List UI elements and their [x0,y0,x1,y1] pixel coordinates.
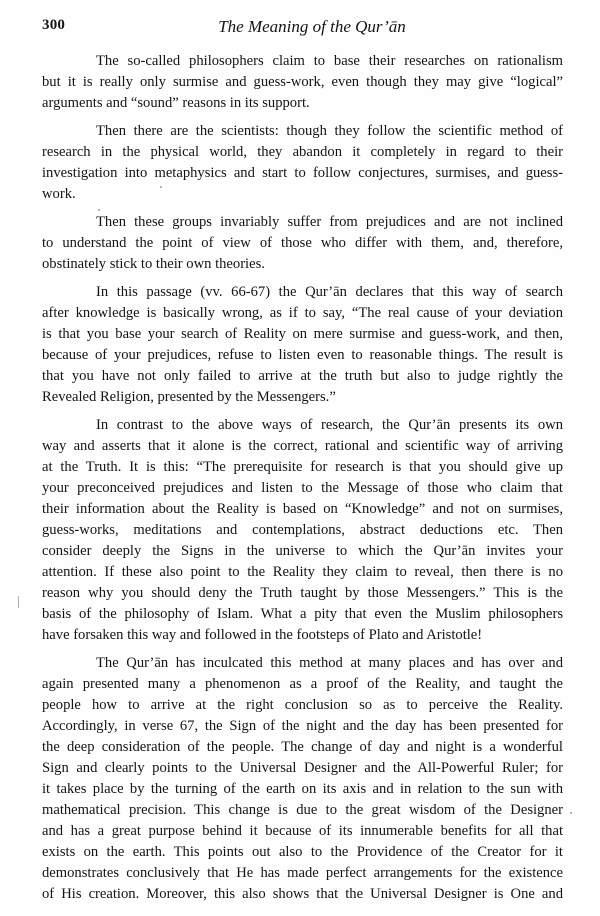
scan-speck [570,812,572,814]
text-line: is that you base your search of Reality on mere surmise and guess-work, and then, [42,326,563,342]
text-line: investigation into metaphysics and start to follow conjectures, surmises, and guess- [42,165,563,181]
text-line: reason why you should deny the Truth taught by those Messengers.” This is the [42,585,563,601]
paragraph-1 [42,51,563,114]
text-line: Then these groups invariably suffer from prejudices and are not inclined [96,214,563,230]
text-line: because of your prejudices, refuse to listen even to reasonable things. The result is [42,347,563,363]
text-line: Revealed Religion, presented by the Messengers.” [42,389,336,405]
paragraph-4 [42,282,563,408]
text-line: guess-works, meditations and contemplations, abstract deductions etc. Then [42,522,563,538]
text-line: exists on the earth. This points out also to the Providence of the Creator for it [42,844,563,860]
body-text [42,51,563,912]
text-line: again presented many a phenomenon as a proof of the Reality, and taught the [42,676,563,692]
scan-speck [98,209,100,211]
text-line: work. [42,186,76,202]
text-line: obstinately stick to their own theories. [42,256,265,272]
text-line: and has a great purpose behind it because of its innumerable benefits for all that [42,823,563,839]
text-line: arguments and “sound” reasons in its support. [42,95,310,111]
text-line: demonstrates conclusively that He has made perfect arrangements for the existence [42,865,563,881]
paragraph-2 [42,121,563,205]
text-line: In contrast to the above ways of research, the Qur’ān presents its own [96,417,563,433]
text-line: The Qur’ān has inculcated this method at many places and has over and [96,655,563,671]
page-header [42,17,562,41]
text-line: Then there are the scientists: though they follow the scientific method of [96,123,563,139]
paragraph-3 [42,212,563,275]
scan-mark [18,596,19,608]
scan-speck [160,186,162,188]
page-number: 300 [42,17,66,33]
text-line: research in the physical world, they abandon it completely in regard to their [42,144,563,160]
text-line: have forsaken this way and followed in the footsteps of Plato and Aristotle! [42,627,483,643]
text-line: but it is really only surmise and guess-work, even though they may give “logical” [42,74,563,90]
text-line: at the Truth. It is this: “The prerequisite for research is that you should give up [42,459,563,475]
text-line: it takes place by the turning of the earth on its axis and in relation to the sun with [42,781,563,797]
text-line: people how to arrive at the right conclusion so as to perceive the Reality. [42,697,563,713]
text-line: Sign and clearly points to the Universal Designer and the All-Powerful Ruler; for [42,760,563,776]
text-line: attention. If these also point to the Reality they claim to reveal, then there is no [42,564,563,580]
paragraph-6 [42,653,563,905]
text-line: after knowledge is basically wrong, as if to say, “The real cause of your deviation [42,305,563,321]
text-line: Accordingly, in verse 67, the Sign of the night and the day has been presented for [42,718,563,734]
text-line: of His creation. Moreover, this also shows that the Universal Designer is One and [42,886,563,902]
text-line: In this passage (vv. 66-67) the Qur’ān declares that this way of search [96,284,563,300]
text-line: basis of the philosophy of Islam. What a pity that even the Muslim philosophers [42,606,563,622]
text-line: consider deeply the Signs in the universe to which the Qur’ān invites your [42,543,563,559]
text-line: their information about the Reality is based on “Knowledge” and not on surmises, [42,501,563,517]
text-line: way and asserts that it alone is the correct, rational and scientific way of arriving [42,438,563,454]
text-line: that you have not only failed to arrive at the truth but also to judge rightly the [42,368,563,384]
running-title: The Meaning of the Qur’ān [218,17,406,36]
text-line: mathematical precision. This change is due to the great wisdom of the Designer [42,802,563,818]
text-line: your preconceived prejudices and listen to the Message of those who claim that [42,480,563,496]
text-line: The so-called philosophers claim to base their researches on rationalism [96,53,563,69]
paragraph-5 [42,415,563,646]
text-line: the deep consideration of the people. The change of day and night is a wonderful [42,739,563,755]
text-line: to understand the point of view of those who differ with them, and, therefore, [42,235,563,251]
